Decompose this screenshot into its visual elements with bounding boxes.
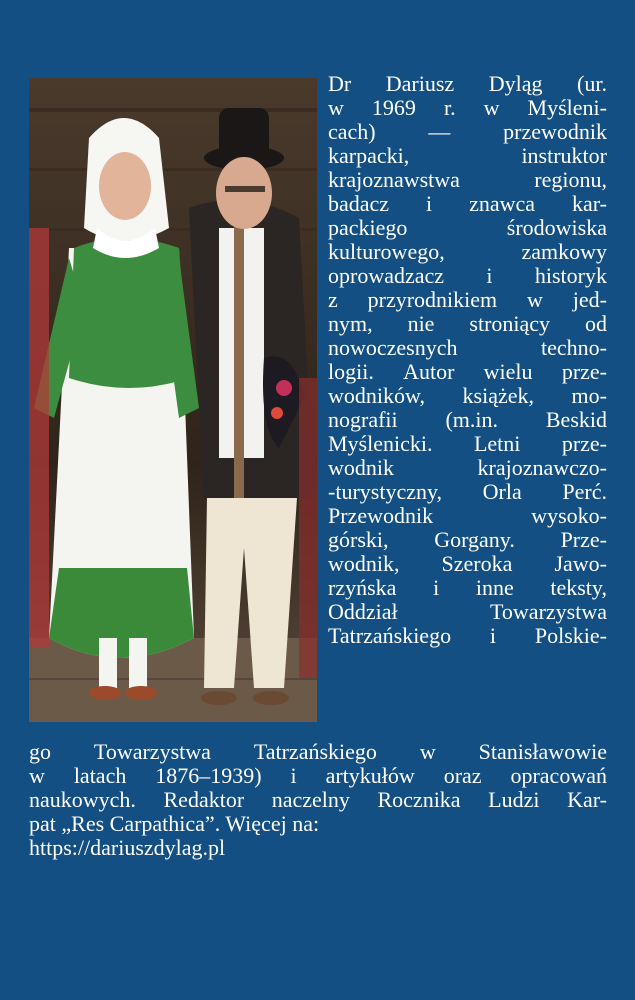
bio-line: nowoczesnych techno- xyxy=(328,335,607,360)
bio-line: wodników, książek, mo- xyxy=(328,383,607,408)
bio-line: w 1969 r. w Myśleni- xyxy=(328,95,607,120)
bio-line: rzyńska i inne teksty, xyxy=(328,575,607,600)
bio-line: naukowych. Redaktor naczelny Rocznika Ludzi Kar- xyxy=(29,787,607,812)
bio-line: krajoznawstwa regionu, xyxy=(328,167,607,192)
bio-line: packiego środowiska xyxy=(328,215,607,240)
bio-line: cach) — przewodnik xyxy=(328,119,607,144)
bio-line: kulturowego, zamkowy xyxy=(328,239,607,264)
bio-line: wodnik, Szeroka Jawo- xyxy=(328,551,607,576)
author-photo xyxy=(29,78,317,722)
bio-line: w latach 1876–1939) i artykułów oraz opracowań xyxy=(29,763,607,788)
bio-line: Tatrzańskiego i Polskie- xyxy=(328,623,607,648)
bio-line: logii. Autor wielu prze- xyxy=(328,359,607,384)
bio-line: -turystyczny, Orla Perć. xyxy=(328,479,607,504)
bio-line: wodnik krajoznawczo- xyxy=(328,455,607,480)
bio-line: nografii (m.in. Beskid xyxy=(328,407,607,432)
bio-line: z przyrodnikiem w jed- xyxy=(328,287,607,312)
portrait-photo-icon xyxy=(29,78,317,722)
bio-line: pat „Res Carpathica”. Więcej na: xyxy=(29,811,320,836)
bio-line: Przewodnik wysoko- xyxy=(328,503,607,528)
bio-line: Myślenicki. Letni prze- xyxy=(328,431,607,456)
bio-line: nym, nie stroniący od xyxy=(328,311,607,336)
bio-line: Oddział Towarzystwa xyxy=(328,599,607,624)
bio-line: karpacki, instruktor xyxy=(328,143,607,168)
bio-link[interactable]: https://dariuszdylag.pl xyxy=(29,835,226,860)
bio-line: go Towarzystwa Tatrzańskiego w Stanisławowie xyxy=(29,739,607,764)
bio-line: oprowadzacz i historyk xyxy=(328,263,607,288)
bio-line: Dr Dariusz Dyląg (ur. xyxy=(328,71,607,96)
bio-line: badacz i znawca kar- xyxy=(328,191,607,216)
bio-line: górski, Gorgany. Prze- xyxy=(328,527,607,552)
